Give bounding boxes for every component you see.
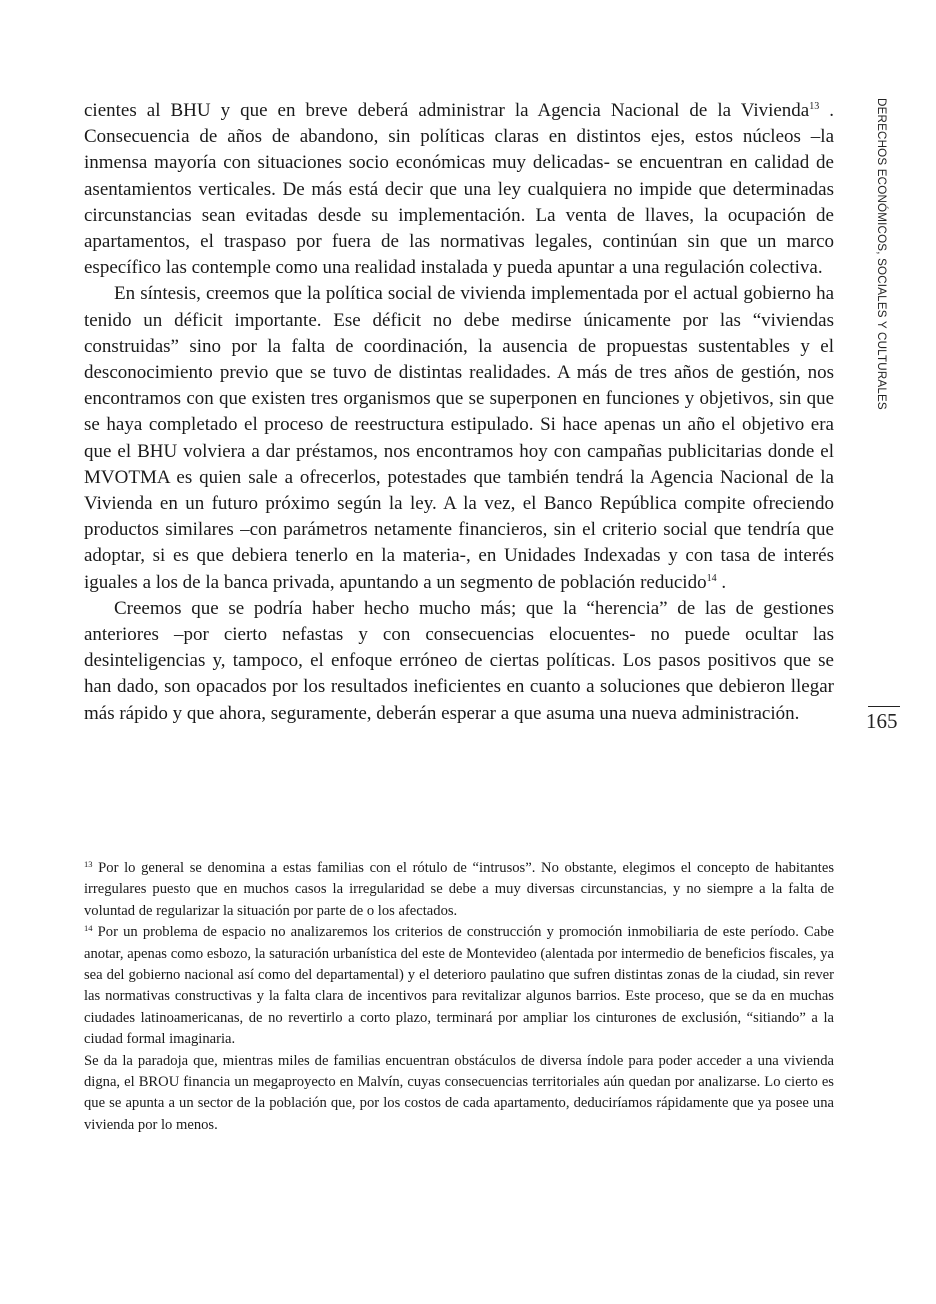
footnote-marker-14: 14 xyxy=(84,923,93,934)
footnote-14-continuation: Se da la paradoja que, mientras miles de familias encuentran obstáculos de diversa índole para poder acceder a una vivienda digna, el BROU financia un megaproyecto en Malvín, cuyas consecuencias territoriales aún quedan por analizarse. Lo cierto es que se apunta a un sector de la población que, por los costos de cada apartamento, deduciríamos rápidamente que ya posee una vivienda por lo menos. xyxy=(84,1052,834,1133)
footnote-ref-13: 13 xyxy=(809,101,820,112)
footnote-text: Por un problema de espacio no analizaremos los criterios de construcción y promoción inmobiliaria de este período. Cabe anotar, apenas como esbozo, la saturación urbanística del este de Montevideo (alentada por intermedio de beneficios fiscales, ya sea del gobierno nacional así como del departamental) y el deterioro paulatino que sufren distintas zonas de la ciudad, sin rever las normativas constructivas y la falta clara de incentivos para revitalizar algunos barrios. Este proceso, que se da en muchas ciudades latinoamericanas, de no revertirlo a corto plazo, terminará por ampliar los cinturones de exclusión, “sitiando” a la ciudad formal imaginaria. xyxy=(84,924,834,1048)
footnotes xyxy=(84,858,834,1136)
paragraph-text: cientes al BHU y que en breve deberá administrar la Agencia Nacional de la Vivienda xyxy=(84,100,810,121)
footnote-14 xyxy=(84,922,834,1050)
paragraph-text: En síntesis, creemos que la política social de vivienda implementada por el actual gobierno ha tenido un déficit importante. Ese déficit no debe medirse únicamente por las “viviendas construidas” sino por la falta de coordinación, la ausencia de propuestas sustentables y el desconocimiento previo que se tuvo de distintas realidades. A más de tres años de gestión, nos encontramos con que existen tres organismos que se superponen en funciones y objetivos, sin que se haya completado el proceso de reestructura estipulado. Si hace apenas un año el objetivo era que el BHU volviera a dar préstamos, nos encontramos hoy con campañas publicitarias donde el MVOTMA es quien sale a ofrecerlos, potestades que también tendrá la Agencia Nacional de la Vivienda en un futuro próximo según la ley. A la vez, el Banco República compite ofreciendo productos similares –con parámetros netamente financieros, sin el criterio social que tendría que adoptar, si es que debiera tenerlo en la materia-, en Unidades Indexadas y con tasa de interés iguales a los de la banca privada, apuntando a un segmento de población reducido xyxy=(84,283,834,593)
footnote-ref-14: 14 xyxy=(706,572,717,584)
main-text xyxy=(84,98,834,727)
page-number: 165 xyxy=(866,709,898,733)
footnote-text: Por lo general se denomina a estas familias con el rótulo de “intrusos”. No obstante, elegimos el concepto de habitantes irregulares puesto que en muchos casos la irregularidad se debe a muy diversas circunstancias, y no siempre a la falta de voluntad de regularizar la situación por parte de o los afectados. xyxy=(84,860,834,919)
paragraph-text: . xyxy=(716,571,727,593)
running-head: DERECHOS ECONÓMICOS, SOCIALES Y CULTURALES xyxy=(875,98,888,410)
body-paragraph-1 xyxy=(84,98,834,281)
page-number-rule xyxy=(868,706,900,707)
body-paragraph-3: Creemos que se podría haber hecho mucho más; que la “herencia” de las de gestiones anteriores –por cierto nefastas y con consecuencias elocuentes- no puede ocultar las desinteligencias y, tampoco, el enfoque erróneo de ciertas políticas. Los pasos positivos que se han dado, son opacados por los resultados ineficientes en cuanto a soluciones que debieron llegar más rápido y que ahora, seguramente, deberán esperar a que asuma una nueva administración. xyxy=(84,597,834,724)
footnote-13 xyxy=(84,858,834,922)
paragraph-text: . Consecuencia de años de abandono, sin políticas claras en distintos ejes, estos núcleos –la inmensa mayoría con situaciones socio económicas muy delicadas- se encuentran en calidad de asentamientos verticales. De más está decir que una ley cualquiera no impide que determinadas circunstancias sean evitadas desde su implementación. La venta de llaves, la ocupación de apartamentos, el traspaso por fuera de las normativas legales, continúan sin que un marco específico las contemple como una realidad instalada y pueda apuntar a una regulación colectiva. xyxy=(84,100,835,279)
footnote-marker-13: 13 xyxy=(84,859,93,869)
body-paragraph-2 xyxy=(84,281,834,595)
